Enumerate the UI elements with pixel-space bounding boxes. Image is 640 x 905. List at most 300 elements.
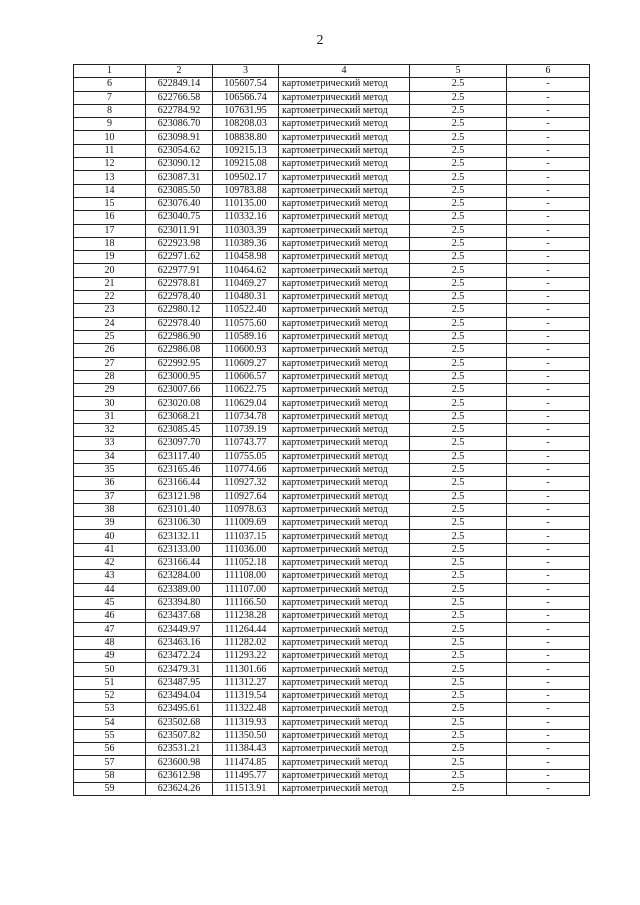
- x-coordinate-cell: 623394.80: [146, 596, 213, 609]
- table-header-row: [74, 65, 590, 78]
- y-coordinate-cell: 109783.88: [213, 184, 279, 197]
- accuracy-cell: 2.5: [410, 503, 507, 516]
- x-coordinate-cell: 623097.70: [146, 437, 213, 450]
- note-cell: -: [507, 743, 590, 756]
- method-cell: картометрический метод: [279, 583, 410, 596]
- table-row: [74, 144, 590, 157]
- accuracy-cell: 2.5: [410, 596, 507, 609]
- table-body: [74, 78, 590, 796]
- table-row: [74, 291, 590, 304]
- x-coordinate-cell: 623165.46: [146, 463, 213, 476]
- method-cell: картометрический метод: [279, 264, 410, 277]
- note-cell: -: [507, 583, 590, 596]
- x-coordinate-cell: 623068.21: [146, 410, 213, 423]
- note-cell: -: [507, 756, 590, 769]
- method-cell: картометрический метод: [279, 397, 410, 410]
- method-cell: картометрический метод: [279, 304, 410, 317]
- note-cell: -: [507, 769, 590, 782]
- column-header: 6: [507, 65, 590, 78]
- table-row: [74, 224, 590, 237]
- x-coordinate-cell: 623494.04: [146, 689, 213, 702]
- table-row: [74, 304, 590, 317]
- y-coordinate-cell: 111282.02: [213, 636, 279, 649]
- table-row: [74, 357, 590, 370]
- point-number-cell: 32: [74, 424, 146, 437]
- method-cell: картометрический метод: [279, 91, 410, 104]
- table-row: [74, 570, 590, 583]
- table-row: [74, 317, 590, 330]
- x-coordinate-cell: 623463.16: [146, 636, 213, 649]
- accuracy-cell: 2.5: [410, 636, 507, 649]
- note-cell: -: [507, 783, 590, 796]
- table-row: [74, 769, 590, 782]
- x-coordinate-cell: 623389.00: [146, 583, 213, 596]
- y-coordinate-cell: 110755.05: [213, 450, 279, 463]
- note-cell: -: [507, 317, 590, 330]
- y-coordinate-cell: 111166.50: [213, 596, 279, 609]
- method-cell: картометрический метод: [279, 357, 410, 370]
- method-cell: картометрический метод: [279, 104, 410, 117]
- note-cell: -: [507, 437, 590, 450]
- point-number-cell: 35: [74, 463, 146, 476]
- point-number-cell: 7: [74, 91, 146, 104]
- table-row: [74, 91, 590, 104]
- accuracy-cell: 2.5: [410, 623, 507, 636]
- y-coordinate-cell: 107631.95: [213, 104, 279, 117]
- y-coordinate-cell: 110606.57: [213, 370, 279, 383]
- method-cell: картометрический метод: [279, 437, 410, 450]
- y-coordinate-cell: 110575.60: [213, 317, 279, 330]
- method-cell: картометрический метод: [279, 251, 410, 264]
- note-cell: -: [507, 171, 590, 184]
- point-number-cell: 41: [74, 543, 146, 556]
- point-number-cell: 57: [74, 756, 146, 769]
- point-number-cell: 43: [74, 570, 146, 583]
- note-cell: -: [507, 490, 590, 503]
- method-cell: картометрический метод: [279, 224, 410, 237]
- x-coordinate-cell: 623284.00: [146, 570, 213, 583]
- note-cell: -: [507, 197, 590, 210]
- y-coordinate-cell: 110389.36: [213, 237, 279, 250]
- point-number-cell: 37: [74, 490, 146, 503]
- note-cell: -: [507, 716, 590, 729]
- note-cell: -: [507, 623, 590, 636]
- accuracy-cell: 2.5: [410, 663, 507, 676]
- note-cell: -: [507, 596, 590, 609]
- y-coordinate-cell: 108208.03: [213, 118, 279, 131]
- accuracy-cell: 2.5: [410, 344, 507, 357]
- method-cell: картометрический метод: [279, 676, 410, 689]
- method-cell: картометрический метод: [279, 277, 410, 290]
- x-coordinate-cell: 623121.98: [146, 490, 213, 503]
- table-row: [74, 237, 590, 250]
- note-cell: -: [507, 543, 590, 556]
- accuracy-cell: 2.5: [410, 384, 507, 397]
- accuracy-cell: 2.5: [410, 224, 507, 237]
- x-coordinate-cell: 623000.95: [146, 370, 213, 383]
- point-number-cell: 44: [74, 583, 146, 596]
- accuracy-cell: 2.5: [410, 237, 507, 250]
- accuracy-cell: 2.5: [410, 158, 507, 171]
- note-cell: -: [507, 144, 590, 157]
- point-number-cell: 17: [74, 224, 146, 237]
- y-coordinate-cell: 110303.39: [213, 224, 279, 237]
- x-coordinate-cell: 622992.95: [146, 357, 213, 370]
- y-coordinate-cell: 110135.00: [213, 197, 279, 210]
- method-cell: картометрический метод: [279, 370, 410, 383]
- y-coordinate-cell: 111293.22: [213, 650, 279, 663]
- y-coordinate-cell: 111384.43: [213, 743, 279, 756]
- point-number-cell: 18: [74, 237, 146, 250]
- method-cell: картометрический метод: [279, 344, 410, 357]
- accuracy-cell: 2.5: [410, 144, 507, 157]
- note-cell: -: [507, 729, 590, 742]
- table-row: [74, 729, 590, 742]
- point-number-cell: 55: [74, 729, 146, 742]
- note-cell: -: [507, 570, 590, 583]
- method-cell: картометрический метод: [279, 410, 410, 423]
- accuracy-cell: 2.5: [410, 264, 507, 277]
- point-number-cell: 52: [74, 689, 146, 702]
- accuracy-cell: 2.5: [410, 104, 507, 117]
- method-cell: картометрический метод: [279, 131, 410, 144]
- y-coordinate-cell: 111238.28: [213, 610, 279, 623]
- method-cell: картометрический метод: [279, 743, 410, 756]
- method-cell: картометрический метод: [279, 158, 410, 171]
- point-number-cell: 29: [74, 384, 146, 397]
- y-coordinate-cell: 110600.93: [213, 344, 279, 357]
- x-coordinate-cell: 623087.31: [146, 171, 213, 184]
- method-cell: картометрический метод: [279, 543, 410, 556]
- method-cell: картометрический метод: [279, 211, 410, 224]
- point-number-cell: 34: [74, 450, 146, 463]
- method-cell: картометрический метод: [279, 610, 410, 623]
- x-coordinate-cell: 622986.08: [146, 344, 213, 357]
- table-row: [74, 477, 590, 490]
- point-number-cell: 28: [74, 370, 146, 383]
- x-coordinate-cell: 623085.45: [146, 424, 213, 437]
- note-cell: -: [507, 477, 590, 490]
- x-coordinate-cell: 622978.40: [146, 291, 213, 304]
- accuracy-cell: 2.5: [410, 517, 507, 530]
- point-number-cell: 27: [74, 357, 146, 370]
- y-coordinate-cell: 110629.04: [213, 397, 279, 410]
- x-coordinate-cell: 622978.40: [146, 317, 213, 330]
- y-coordinate-cell: 111037.15: [213, 530, 279, 543]
- method-cell: картометрический метод: [279, 769, 410, 782]
- table-row: [74, 171, 590, 184]
- y-coordinate-cell: 111036.00: [213, 543, 279, 556]
- table-row: [74, 650, 590, 663]
- y-coordinate-cell: 110332.16: [213, 211, 279, 224]
- note-cell: -: [507, 636, 590, 649]
- table-row: [74, 676, 590, 689]
- method-cell: картометрический метод: [279, 118, 410, 131]
- note-cell: -: [507, 224, 590, 237]
- x-coordinate-cell: 623479.31: [146, 663, 213, 676]
- accuracy-cell: 2.5: [410, 450, 507, 463]
- y-coordinate-cell: 109215.08: [213, 158, 279, 171]
- table-row: [74, 384, 590, 397]
- x-coordinate-cell: 623090.12: [146, 158, 213, 171]
- accuracy-cell: 2.5: [410, 291, 507, 304]
- table-row: [74, 131, 590, 144]
- x-coordinate-cell: 622980.12: [146, 304, 213, 317]
- note-cell: -: [507, 556, 590, 569]
- point-number-cell: 47: [74, 623, 146, 636]
- accuracy-cell: 2.5: [410, 783, 507, 796]
- column-header: 5: [410, 65, 507, 78]
- method-cell: картометрический метод: [279, 291, 410, 304]
- accuracy-cell: 2.5: [410, 530, 507, 543]
- table-row: [74, 543, 590, 556]
- accuracy-cell: 2.5: [410, 756, 507, 769]
- accuracy-cell: 2.5: [410, 583, 507, 596]
- x-coordinate-cell: 623117.40: [146, 450, 213, 463]
- y-coordinate-cell: 110622.75: [213, 384, 279, 397]
- note-cell: -: [507, 291, 590, 304]
- method-cell: картометрический метод: [279, 729, 410, 742]
- point-number-cell: 40: [74, 530, 146, 543]
- y-coordinate-cell: 110978.63: [213, 503, 279, 516]
- table-row: [74, 330, 590, 343]
- table-row: [74, 397, 590, 410]
- y-coordinate-cell: 111009.69: [213, 517, 279, 530]
- method-cell: картометрический метод: [279, 171, 410, 184]
- note-cell: -: [507, 370, 590, 383]
- x-coordinate-cell: 623133.00: [146, 543, 213, 556]
- y-coordinate-cell: 110774.66: [213, 463, 279, 476]
- x-coordinate-cell: 623166.44: [146, 556, 213, 569]
- y-coordinate-cell: 110734.78: [213, 410, 279, 423]
- method-cell: картометрический метод: [279, 570, 410, 583]
- method-cell: картометрический метод: [279, 477, 410, 490]
- point-number-cell: 54: [74, 716, 146, 729]
- table-row: [74, 503, 590, 516]
- note-cell: -: [507, 424, 590, 437]
- coordinates-table: [73, 64, 590, 796]
- accuracy-cell: 2.5: [410, 437, 507, 450]
- note-cell: -: [507, 610, 590, 623]
- table-row: [74, 211, 590, 224]
- column-header: 1: [74, 65, 146, 78]
- method-cell: картометрический метод: [279, 463, 410, 476]
- x-coordinate-cell: 622986.90: [146, 330, 213, 343]
- method-cell: картометрический метод: [279, 530, 410, 543]
- point-number-cell: 12: [74, 158, 146, 171]
- note-cell: -: [507, 517, 590, 530]
- table-row: [74, 158, 590, 171]
- y-coordinate-cell: 111513.91: [213, 783, 279, 796]
- method-cell: картометрический метод: [279, 330, 410, 343]
- accuracy-cell: 2.5: [410, 676, 507, 689]
- page-number: 2: [316, 33, 324, 48]
- method-cell: картометрический метод: [279, 636, 410, 649]
- point-number-cell: 10: [74, 131, 146, 144]
- method-cell: картометрический метод: [279, 716, 410, 729]
- note-cell: -: [507, 264, 590, 277]
- accuracy-cell: 2.5: [410, 197, 507, 210]
- x-coordinate-cell: 623612.98: [146, 769, 213, 782]
- note-cell: -: [507, 397, 590, 410]
- x-coordinate-cell: 623600.98: [146, 756, 213, 769]
- x-coordinate-cell: 623086.70: [146, 118, 213, 131]
- table-row: [74, 197, 590, 210]
- x-coordinate-cell: 622971.62: [146, 251, 213, 264]
- note-cell: -: [507, 237, 590, 250]
- x-coordinate-cell: 623007.66: [146, 384, 213, 397]
- accuracy-cell: 2.5: [410, 251, 507, 264]
- method-cell: картометрический метод: [279, 503, 410, 516]
- note-cell: -: [507, 158, 590, 171]
- point-number-cell: 22: [74, 291, 146, 304]
- y-coordinate-cell: 110458.98: [213, 251, 279, 264]
- note-cell: -: [507, 251, 590, 264]
- table-row: [74, 118, 590, 131]
- y-coordinate-cell: 111350.50: [213, 729, 279, 742]
- accuracy-cell: 2.5: [410, 330, 507, 343]
- table-row: [74, 756, 590, 769]
- point-number-cell: 30: [74, 397, 146, 410]
- note-cell: -: [507, 304, 590, 317]
- x-coordinate-cell: 622923.98: [146, 237, 213, 250]
- method-cell: картометрический метод: [279, 424, 410, 437]
- note-cell: -: [507, 344, 590, 357]
- y-coordinate-cell: 111312.27: [213, 676, 279, 689]
- note-cell: -: [507, 663, 590, 676]
- point-number-cell: 58: [74, 769, 146, 782]
- accuracy-cell: 2.5: [410, 424, 507, 437]
- x-coordinate-cell: 623101.40: [146, 503, 213, 516]
- method-cell: картометрический метод: [279, 689, 410, 702]
- table-row: [74, 437, 590, 450]
- point-number-cell: 19: [74, 251, 146, 264]
- table-row: [74, 450, 590, 463]
- y-coordinate-cell: 110739.19: [213, 424, 279, 437]
- point-number-cell: 20: [74, 264, 146, 277]
- table-row: [74, 78, 590, 91]
- table-row: [74, 583, 590, 596]
- point-number-cell: 39: [74, 517, 146, 530]
- x-coordinate-cell: 623449.97: [146, 623, 213, 636]
- y-coordinate-cell: 110743.77: [213, 437, 279, 450]
- x-coordinate-cell: 623507.82: [146, 729, 213, 742]
- table-row: [74, 689, 590, 702]
- point-number-cell: 9: [74, 118, 146, 131]
- x-coordinate-cell: 623495.61: [146, 703, 213, 716]
- note-cell: -: [507, 650, 590, 663]
- accuracy-cell: 2.5: [410, 410, 507, 423]
- accuracy-cell: 2.5: [410, 91, 507, 104]
- table-row: [74, 264, 590, 277]
- y-coordinate-cell: 110522.40: [213, 304, 279, 317]
- x-coordinate-cell: 622784.92: [146, 104, 213, 117]
- point-number-cell: 11: [74, 144, 146, 157]
- method-cell: картометрический метод: [279, 197, 410, 210]
- x-coordinate-cell: 623106.30: [146, 517, 213, 530]
- method-cell: картометрический метод: [279, 783, 410, 796]
- table-row: [74, 184, 590, 197]
- note-cell: -: [507, 211, 590, 224]
- note-cell: -: [507, 330, 590, 343]
- method-cell: картометрический метод: [279, 703, 410, 716]
- point-number-cell: 31: [74, 410, 146, 423]
- note-cell: -: [507, 277, 590, 290]
- x-coordinate-cell: 623011.91: [146, 224, 213, 237]
- x-coordinate-cell: 623076.40: [146, 197, 213, 210]
- table-row: [74, 783, 590, 796]
- point-number-cell: 13: [74, 171, 146, 184]
- accuracy-cell: 2.5: [410, 118, 507, 131]
- accuracy-cell: 2.5: [410, 370, 507, 383]
- x-coordinate-cell: 622849.14: [146, 78, 213, 91]
- x-coordinate-cell: 623502.68: [146, 716, 213, 729]
- accuracy-cell: 2.5: [410, 211, 507, 224]
- point-number-cell: 16: [74, 211, 146, 224]
- y-coordinate-cell: 110469.27: [213, 277, 279, 290]
- note-cell: -: [507, 118, 590, 131]
- x-coordinate-cell: 623054.62: [146, 144, 213, 157]
- y-coordinate-cell: 111301.66: [213, 663, 279, 676]
- y-coordinate-cell: 111474.85: [213, 756, 279, 769]
- x-coordinate-cell: 622766.58: [146, 91, 213, 104]
- accuracy-cell: 2.5: [410, 556, 507, 569]
- point-number-cell: 59: [74, 783, 146, 796]
- table-row: [74, 596, 590, 609]
- y-coordinate-cell: 109215.13: [213, 144, 279, 157]
- method-cell: картометрический метод: [279, 517, 410, 530]
- method-cell: картометрический метод: [279, 384, 410, 397]
- y-coordinate-cell: 109502.17: [213, 171, 279, 184]
- table-row: [74, 370, 590, 383]
- method-cell: картометрический метод: [279, 663, 410, 676]
- table-row: [74, 424, 590, 437]
- note-cell: -: [507, 530, 590, 543]
- table-row: [74, 104, 590, 117]
- point-number-cell: 36: [74, 477, 146, 490]
- x-coordinate-cell: 623624.26: [146, 783, 213, 796]
- accuracy-cell: 2.5: [410, 490, 507, 503]
- method-cell: картометрический метод: [279, 144, 410, 157]
- method-cell: картометрический метод: [279, 237, 410, 250]
- y-coordinate-cell: 110464.62: [213, 264, 279, 277]
- point-number-cell: 21: [74, 277, 146, 290]
- x-coordinate-cell: 623085.50: [146, 184, 213, 197]
- method-cell: картометрический метод: [279, 450, 410, 463]
- x-coordinate-cell: 623166.44: [146, 477, 213, 490]
- y-coordinate-cell: 111108.00: [213, 570, 279, 583]
- note-cell: -: [507, 450, 590, 463]
- method-cell: картометрический метод: [279, 756, 410, 769]
- column-header: 2: [146, 65, 213, 78]
- table-row: [74, 743, 590, 756]
- x-coordinate-cell: 622977.91: [146, 264, 213, 277]
- accuracy-cell: 2.5: [410, 357, 507, 370]
- table-row: [74, 344, 590, 357]
- point-number-cell: 25: [74, 330, 146, 343]
- accuracy-cell: 2.5: [410, 570, 507, 583]
- x-coordinate-cell: 623472.24: [146, 650, 213, 663]
- table-row: [74, 410, 590, 423]
- y-coordinate-cell: 105607.54: [213, 78, 279, 91]
- table-row: [74, 663, 590, 676]
- y-coordinate-cell: 111322.48: [213, 703, 279, 716]
- point-number-cell: 46: [74, 610, 146, 623]
- accuracy-cell: 2.5: [410, 277, 507, 290]
- accuracy-cell: 2.5: [410, 743, 507, 756]
- point-number-cell: 45: [74, 596, 146, 609]
- accuracy-cell: 2.5: [410, 703, 507, 716]
